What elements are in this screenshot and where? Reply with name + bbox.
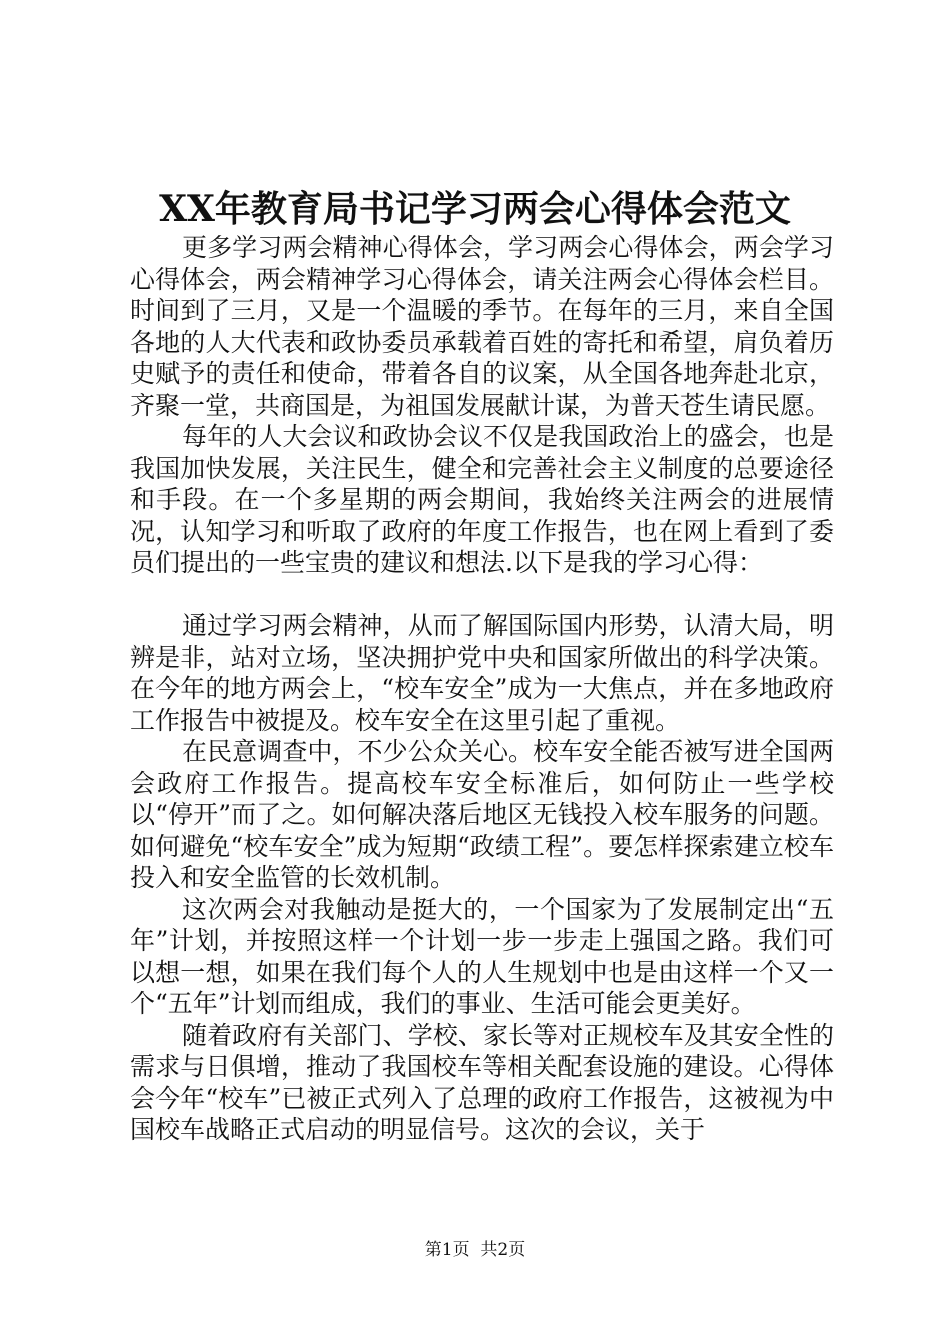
paragraph-4: 在民意调查中，不少公众关心。校车安全能否被写进全国两会政府工作报告。提高校车安全标准后，如何防止一些学校以“停开”而了之。如何解决落后地区无钱投入校车服务的问题。如何避免“校车安全”成为短期“政绩工程”。要怎样探索建立校车投入和安全监管的长效机制。 [130,737,834,892]
paragraph-3: 通过学习两会精神，从而了解国际国内形势，认清大局，明辨是非，站对立场，坚决拥护党中央和国家所做出的科学决策。在今年的地方两会上，“校车安全”成为一大焦点，并在多地政府工作报告中被提及。校车安全在这里引起了重视。 [130,611,834,735]
paragraph-6: 随着政府有关部门、学校、家长等对正规校车及其安全性的需求与日俱增，推动了我国校车等相关配套设施的建设。心得体会今年“校车”已被正式列入了总理的政府工作报告，这被视为中国校车战略正式启动的明显信号。这次的会议，关于 [130,1020,834,1144]
paragraph-5: 这次两会对我触动是挺大的，一个国家为了发展制定出“五年”计划，并按照这样一个计划一步一步走上强国之路。我们可以想一想，如果在我们每个人的人生规划中也是由这样一个又一个“五年”计划而组成，我们的事业、生活可能会更美好。 [130,894,834,1018]
page-footer: 第1页 共2页 [424,1240,526,1260]
document-body [130,232,834,1146]
paragraph-1: 更多学习两会精神心得体会，学习两会心得体会，两会学习心得体会，两会精神学习心得体会，请关注两会心得体会栏目。时间到了三月，又是一个温暖的季节。在每年的三月，来自全国各地的人大代表和政协委员承载着百姓的寄托和希望，肩负着历史赋予的责任和使命，带着各自的议案，从全国各地奔赴北京，齐聚一堂，共商国是，为祖国发展献计谋，为普天苍生请民愿。 [130,233,834,420]
paragraph-2: 每年的人大会议和政协会议不仅是我国政治上的盛会，也是我国加快发展，关注民生，健全和完善社会主义制度的总要途径和手段。在一个多星期的两会期间，我始终关注两会的进展情况，认知学习和听取了政府的年度工作报告，也在网上看到了委员们提出的一些宝贵的建议和想法.以下是我的学习心得： [130,422,834,577]
document-title: XX年教育局书记学习两会心得体会范文 [159,188,791,230]
